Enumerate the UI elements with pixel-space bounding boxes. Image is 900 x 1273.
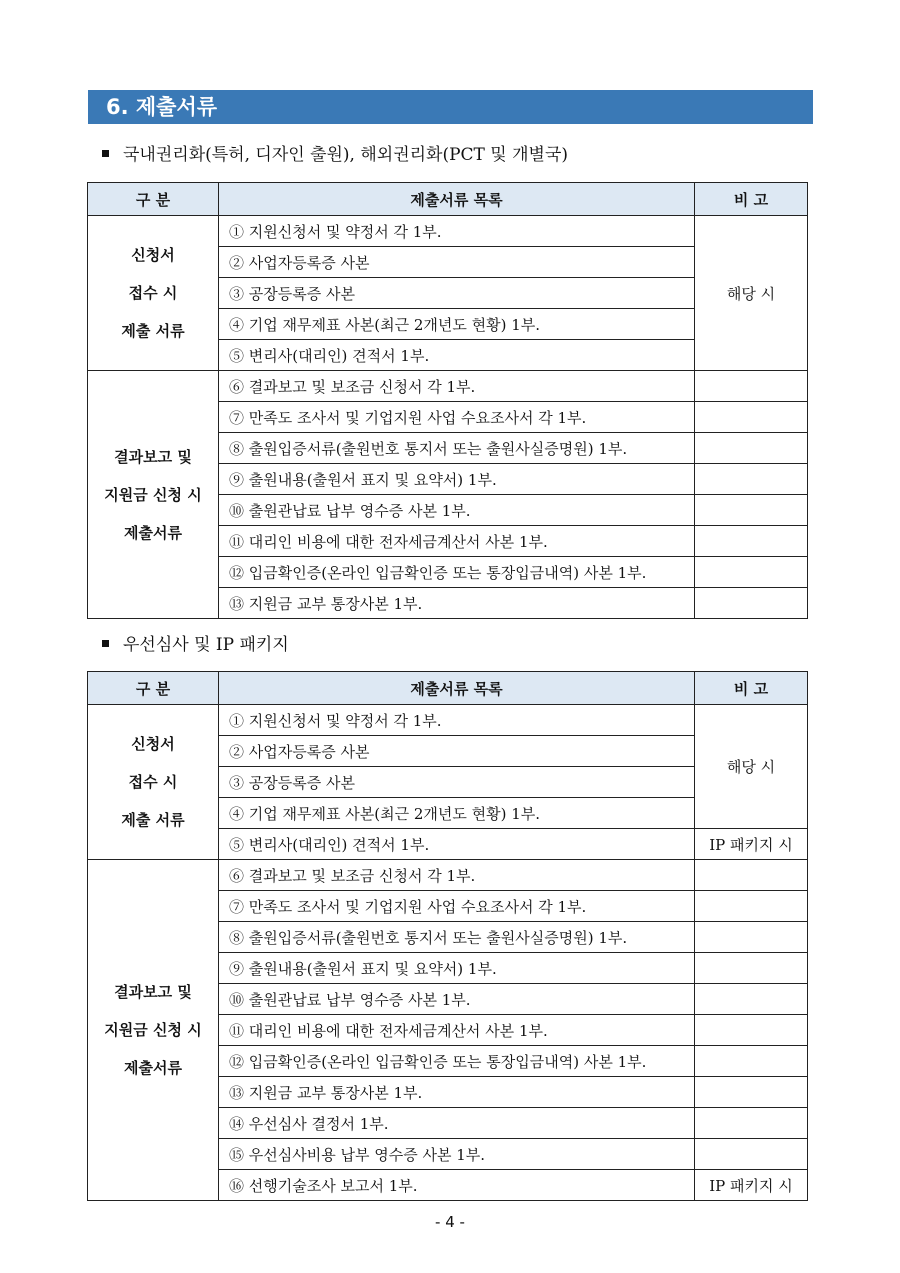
document-item: ① 지원신청서 및 약정서 각 1부.	[219, 216, 695, 247]
remark-cell	[695, 526, 808, 557]
document-item: ⑤ 변리사(대리인) 견적서 1부.	[219, 340, 695, 371]
document-item: ② 사업자등록증 사본	[219, 736, 695, 767]
document-item: ⑦ 만족도 조사서 및 기업지원 사업 수요조사서 각 1부.	[219, 891, 695, 922]
remark-cell	[695, 1046, 808, 1077]
remark-cell: 해당 시	[695, 216, 808, 371]
remark-cell	[695, 557, 808, 588]
category-report	[88, 860, 219, 1201]
table-row	[88, 371, 808, 402]
remark-cell	[695, 402, 808, 433]
category-line: 결과보고 및	[114, 447, 192, 466]
remark-cell	[695, 1108, 808, 1139]
remark-cell	[695, 984, 808, 1015]
header-remarks: 비 고	[695, 183, 808, 216]
document-item: ⑬ 지원금 교부 통장사본 1부.	[219, 588, 695, 619]
document-item: ④ 기업 재무제표 사본(최근 2개년도 현황) 1부.	[219, 798, 695, 829]
subsection-heading-text: 국내권리화(특허, 디자인 출원), 해외권리화(PCT 및 개별국)	[123, 145, 569, 165]
document-item: ⑪ 대리인 비용에 대한 전자세금계산서 사본 1부.	[219, 1015, 695, 1046]
header-documents: 제출서류 목록	[219, 183, 695, 216]
remark-cell	[695, 1015, 808, 1046]
remark-cell: 해당 시	[695, 705, 808, 829]
document-item: ④ 기업 재무제표 사본(최근 2개년도 현황) 1부.	[219, 309, 695, 340]
document-item: ⑪ 대리인 비용에 대한 전자세금계산서 사본 1부.	[219, 526, 695, 557]
header-remarks: 비 고	[695, 672, 808, 705]
document-item: ② 사업자등록증 사본	[219, 247, 695, 278]
category-line: 신청서	[131, 735, 175, 753]
bullet-square-icon	[102, 150, 109, 157]
category-report	[88, 371, 219, 619]
category-line: 지원금 신청 시	[104, 1021, 202, 1039]
remark-cell: IP 패키지 시	[695, 1170, 808, 1201]
category-application	[88, 216, 219, 371]
table-row	[88, 705, 808, 736]
document-item: ③ 공장등록증 사본	[219, 278, 695, 309]
category-line: 제출서류	[124, 1059, 182, 1077]
remark-cell	[695, 953, 808, 984]
document-item: ⑨ 출원내용(출원서 표지 및 요약서) 1부.	[219, 464, 695, 495]
document-item: ⑦ 만족도 조사서 및 기업지원 사업 수요조사서 각 1부.	[219, 402, 695, 433]
document-item: ⑤ 변리사(대리인) 견적서 1부.	[219, 829, 695, 860]
remark-cell	[695, 433, 808, 464]
header-documents: 제출서류 목록	[219, 672, 695, 705]
header-category: 구 분	[88, 183, 219, 216]
category-line: 결과보고 및	[114, 983, 192, 1001]
document-item: ⑭ 우선심사 결정서 1부.	[219, 1108, 695, 1139]
section-title: 6. 제출서류	[88, 90, 813, 124]
document-item: ⑧ 출원입증서류(출원번호 통지서 또는 출원사실증명원) 1부.	[219, 922, 695, 953]
documents-table-1	[87, 182, 808, 619]
documents-table-2	[87, 671, 808, 1201]
category-application	[88, 705, 219, 860]
document-item: ① 지원신청서 및 약정서 각 1부.	[219, 705, 695, 736]
document-item: ⑮ 우선심사비용 납부 영수증 사본 1부.	[219, 1139, 695, 1170]
category-line: 제출서류	[124, 523, 182, 542]
document-item: ⑨ 출원내용(출원서 표지 및 요약서) 1부.	[219, 953, 695, 984]
table-header-row	[88, 672, 808, 705]
document-item: ⑩ 출원관납료 납부 영수증 사본 1부.	[219, 495, 695, 526]
document-item: ③ 공장등록증 사본	[219, 767, 695, 798]
document-item: ⑫ 입금확인증(온라인 입금확인증 또는 통장입금내역) 사본 1부.	[219, 557, 695, 588]
document-item: ⑥ 결과보고 및 보조금 신청서 각 1부.	[219, 371, 695, 402]
document-item: ⑧ 출원입증서류(출원번호 통지서 또는 출원사실증명원) 1부.	[219, 433, 695, 464]
remark-cell	[695, 860, 808, 891]
category-line: 제출 서류	[121, 322, 185, 340]
subsection-heading-text: 우선심사 및 IP 패키지	[123, 635, 289, 655]
category-line: 지원금 신청 시	[104, 485, 202, 504]
remark-cell	[695, 588, 808, 619]
remark-cell	[695, 1077, 808, 1108]
remark-cell: IP 패키지 시	[695, 829, 808, 860]
subsection-heading-1	[102, 143, 568, 167]
document-item: ⑩ 출원관납료 납부 영수증 사본 1부.	[219, 984, 695, 1015]
bullet-square-icon	[102, 640, 109, 647]
remark-cell	[695, 891, 808, 922]
subsection-heading-2	[102, 633, 289, 657]
category-line: 접수 시	[128, 284, 178, 302]
remark-cell	[695, 1139, 808, 1170]
remark-cell	[695, 464, 808, 495]
remark-cell	[695, 371, 808, 402]
category-line: 신청서	[131, 246, 175, 264]
header-category: 구 분	[88, 672, 219, 705]
remark-cell	[695, 495, 808, 526]
table-header-row	[88, 183, 808, 216]
document-item: ⑥ 결과보고 및 보조금 신청서 각 1부.	[219, 860, 695, 891]
document-item: ⑫ 입금확인증(온라인 입금확인증 또는 통장입금내역) 사본 1부.	[219, 1046, 695, 1077]
document-item: ⑯ 선행기술조사 보고서 1부.	[219, 1170, 695, 1201]
table-row	[88, 860, 808, 891]
category-line: 접수 시	[128, 773, 178, 791]
category-line: 제출 서류	[121, 811, 185, 829]
document-item: ⑬ 지원금 교부 통장사본 1부.	[219, 1077, 695, 1108]
page-number: - 4 -	[435, 1213, 465, 1231]
remark-cell	[695, 922, 808, 953]
table-row	[88, 216, 808, 247]
